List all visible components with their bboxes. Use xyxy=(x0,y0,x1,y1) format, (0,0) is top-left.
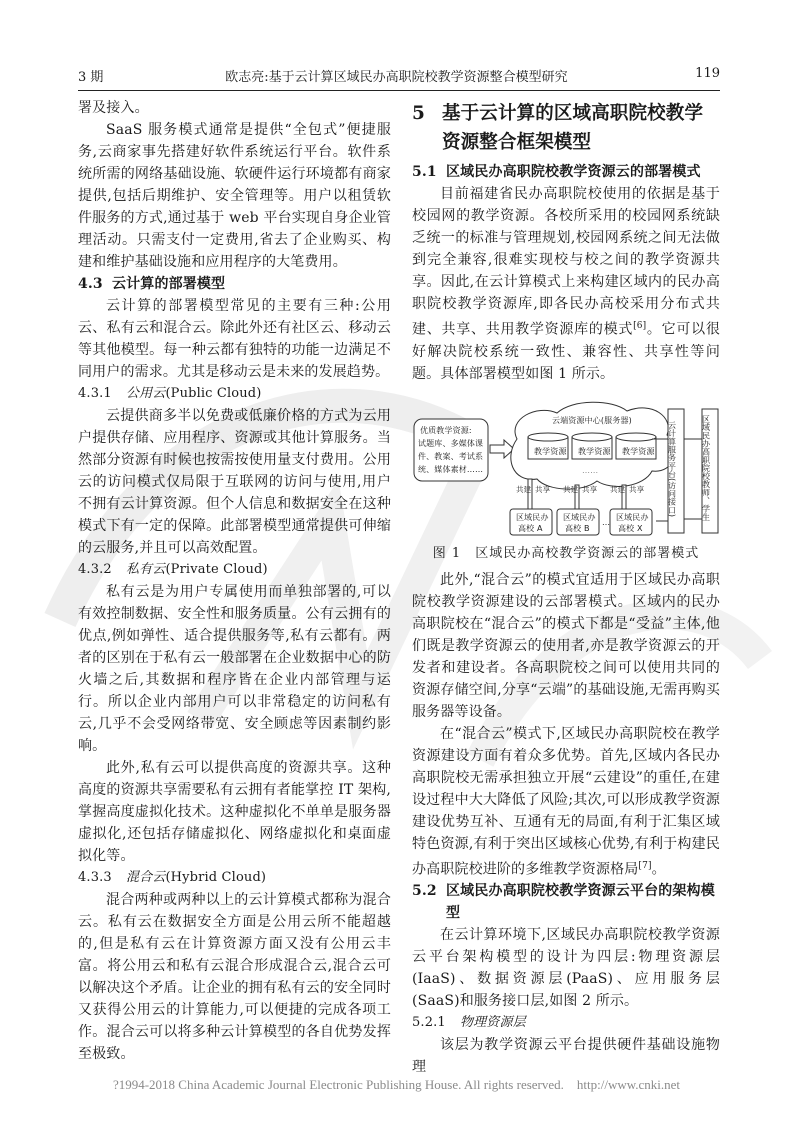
paragraph: SaaS 服务模式通常是提供“全包式”便捷服务,云商家事先搭建好软件系统运行平台。软件系统所需的网络基础设施、软硬件运行环境都有商家提供,包括后期维护、安全管理等。用户以租赁软件服务的方式,通过基于 web 平台实现自身企业管理活动。只需支付一定费用,省去了企业购买、构建和维护基础设施和应用程序的大笔费用。 xyxy=(78,122,391,270)
svg-text:高校 A: 高校 A xyxy=(518,523,543,533)
resources-line: 试题库、多媒体课 xyxy=(418,438,484,448)
svg-text:共建: 共建 xyxy=(563,484,579,494)
resources-line: 统、媒体素材…… xyxy=(418,464,484,474)
paragraph: 云提供商多半以免费或低廉价格的方式为云用户提供存储、应用程序、资源或其他计算服务。当然部分资源有时候也按需按使用量支付费用。公用云的访问模式仅局限于互联网的访问与使用,用户不拥有云计算资源。但个人信息和数据安全在这种模式下有一定的保障。此部署模型通常提供可伸缩的云服务,并且可以高效配置。 xyxy=(78,408,391,556)
svg-text:高校 X: 高校 X xyxy=(618,523,643,533)
footer xyxy=(0,1077,793,1093)
section-heading-5-2 xyxy=(412,880,720,924)
section-title: 区域民办高职院校教学资源云平台的架构模型 xyxy=(446,883,715,922)
section-heading-5 xyxy=(412,99,720,157)
svg-text:共建: 共建 xyxy=(610,484,626,494)
users-label: 区域民办高职院校教师、学生 xyxy=(701,414,711,521)
svg-text:高校 B: 高校 B xyxy=(565,523,590,533)
resources-line: 优质教学资源: xyxy=(420,425,472,435)
database-2 xyxy=(572,433,612,459)
paragraph: 混合两种或两种以上的云计算模式都称为混合云。私有云在数据安全方面是公用云所不能超越的,但是私有云在计算资源方面又没有公用云丰富。将公用云和私有云混合形成混合云,混合云可以解决这个矛盾。让企业的拥有私有云的安全同时又获得公用云的计算能力,可以便捷的完成各项工作。混合云可以将多种云计算模型的各自优势发挥至极致。 xyxy=(78,892,391,1062)
svg-text:共建: 共建 xyxy=(516,484,532,494)
section-heading-4-3: 4.3 云计算的部署模型 xyxy=(78,276,226,292)
database-3 xyxy=(616,433,656,459)
svg-text:共享: 共享 xyxy=(629,484,645,494)
header-rule xyxy=(78,90,720,91)
school-a xyxy=(510,509,552,535)
svg-text:区域民办: 区域民办 xyxy=(616,512,649,522)
section-heading-4-3-1: 4.3.1 公用云(Public Cloud) xyxy=(78,386,262,401)
cloud-ellipsis: …… xyxy=(582,465,599,475)
svg-text:区域民办: 区域民办 xyxy=(563,512,596,522)
school-x xyxy=(610,509,652,535)
database-1 xyxy=(528,433,568,459)
paragraph: 云计算的部署模型常见的主要有三种:公用云、私有云和混合云。除此外还有社区云、移动云等其他模型。每一种云都有独特的功能一边满足不同用户的需求。尤其是移动云是未来的发展趋势。 xyxy=(78,298,391,380)
paragraph: 署及接入。 xyxy=(78,100,149,116)
copyright-text: ?1994-2018 China Academic Journal Electronic Publishing House. All rights reserved. xyxy=(112,1077,564,1092)
cloud-title: 云端资源中心(服务器) xyxy=(552,415,632,425)
page-number: 119 xyxy=(695,66,720,81)
platform-label: 云计算服务平台(访问接口) xyxy=(667,420,677,517)
svg-text:区域民办: 区域民办 xyxy=(516,512,549,522)
paragraph: 在云计算环境下,区域民办高职院校教学资源云平台架构模型的设计为四层:物理资源层(IaaS)、数据资源层(PaaS)、应用服务层(SaaS)和服务接口层,如图 2 所示。 xyxy=(412,927,720,1010)
svg-text:教学资源: 教学资源 xyxy=(578,446,611,456)
svg-text:共享: 共享 xyxy=(535,484,551,494)
footer-url[interactable]: http://www.cnki.net xyxy=(576,1077,681,1092)
running-title: 欧志亮:基于云计算区域民办高职院校教学资源整合模型研究 xyxy=(225,70,568,85)
figure-caption: 图 1 区域民办高校教学资源云的部署模式 xyxy=(432,545,700,561)
section-heading-5-2-1: 5.2.1 物理资源层 xyxy=(412,1015,526,1031)
section-heading-4-3-3: 4.3.3 混合云(Hybrid Cloud) xyxy=(78,870,267,885)
school-ellipsis: … xyxy=(602,517,611,527)
school-b xyxy=(557,509,599,535)
svg-text:共享: 共享 xyxy=(582,484,598,494)
section-number: 5.2 xyxy=(412,883,437,900)
paragraph: 此外,“混合云”的模式宜适用于区域民办高职院校教学资源建设的云部署模式。区域内的民办高职院校在“混合云”的模式下都是“受益”主体,他们既是教学资源云的使用者,亦是教学资源云的开发者和建设者。各高职院校之间可以使用共同的资源存储空间,分享“云端”的基础设施,无需再购买服务器等设备。 xyxy=(412,571,720,720)
section-title: 基于云计算的区域高职院校教学资源整合框架模型 xyxy=(442,103,704,153)
issue-number: 3 期 xyxy=(78,70,104,85)
paragraph: 在“混合云”模式下,区域民办高职院校在教学资源建设方面有着众多优势。首先,区域内各民办高职院校无需承担独立开展“云建设”的重任,在建设过程中大大降低了风险;其次,可以形成教学资源建设优势互补、互通有无的局面,有利于汇集区域特色资源,有利于突出区域核心优势,有利于构建民办高职院校进阶的多维教学资源格局[7]。 xyxy=(412,725,720,878)
right-column xyxy=(412,97,720,1078)
section-number: 5 xyxy=(412,103,426,124)
figure-1 xyxy=(412,399,720,537)
paragraph: 该层为教学资源云平台提供硬件基础设施物理 xyxy=(412,1037,720,1076)
hollow-arrow xyxy=(490,440,514,458)
svg-text:教学资源: 教学资源 xyxy=(534,446,567,456)
paragraph: 此外,私有云可以提供高度的资源共享。这种高度的资源共享需要私有云拥有者能掌控 IT 架构,掌握高度虚拟化技术。这种虚拟化不单单是服务器虚拟化,还包括存储虚拟化、网络虚拟化和桌面虚拟化等。 xyxy=(78,760,391,864)
left-column xyxy=(78,97,391,1065)
citation-7[interactable]: [7] xyxy=(638,860,652,871)
section-heading-5-1: 5.1 区域民办高职院校教学资源云的部署模式 xyxy=(412,164,701,180)
paragraph: 目前福建省民办高职院校使用的依据是基于校园网的教学资源。各校所采用的校园网系统缺乏统一的标准与管理规划,校园网系统之间无法做到完全兼容,很难实现校与校之间的教学资源共享。因此,在云计算模式上来构建区域内的民办高职院校教学资源库,即各民办高校采用分布式共建、共享、共用教学资源库的模式[6]。它可以很好解决院校系统一致性、兼容性、共享性等问题。具体部署模型如图 1 所示。 xyxy=(412,186,721,382)
resources-line: 件、教案、考试系 xyxy=(418,451,484,461)
svg-text:教学资源: 教学资源 xyxy=(622,446,655,456)
section-heading-4-3-2: 4.3.2 私有云(Private Cloud) xyxy=(78,562,268,577)
paragraph: 私有云是为用户专属使用而单独部署的,可以有效控制数据、安全性和服务质量。公有云拥有的优点,例如弹性、适合提供服务等,私有云都有。两者的区别在于私有云一般部署在企业数据中心的防火墙之后,其数据和程序皆在企业内部管理与运行。所以企业内部用户可以非常稳定的访问私有云,几乎不会受网络带宽、安全顾虑等因素制约影响。 xyxy=(78,584,391,754)
citation-6[interactable]: [6] xyxy=(633,321,647,331)
